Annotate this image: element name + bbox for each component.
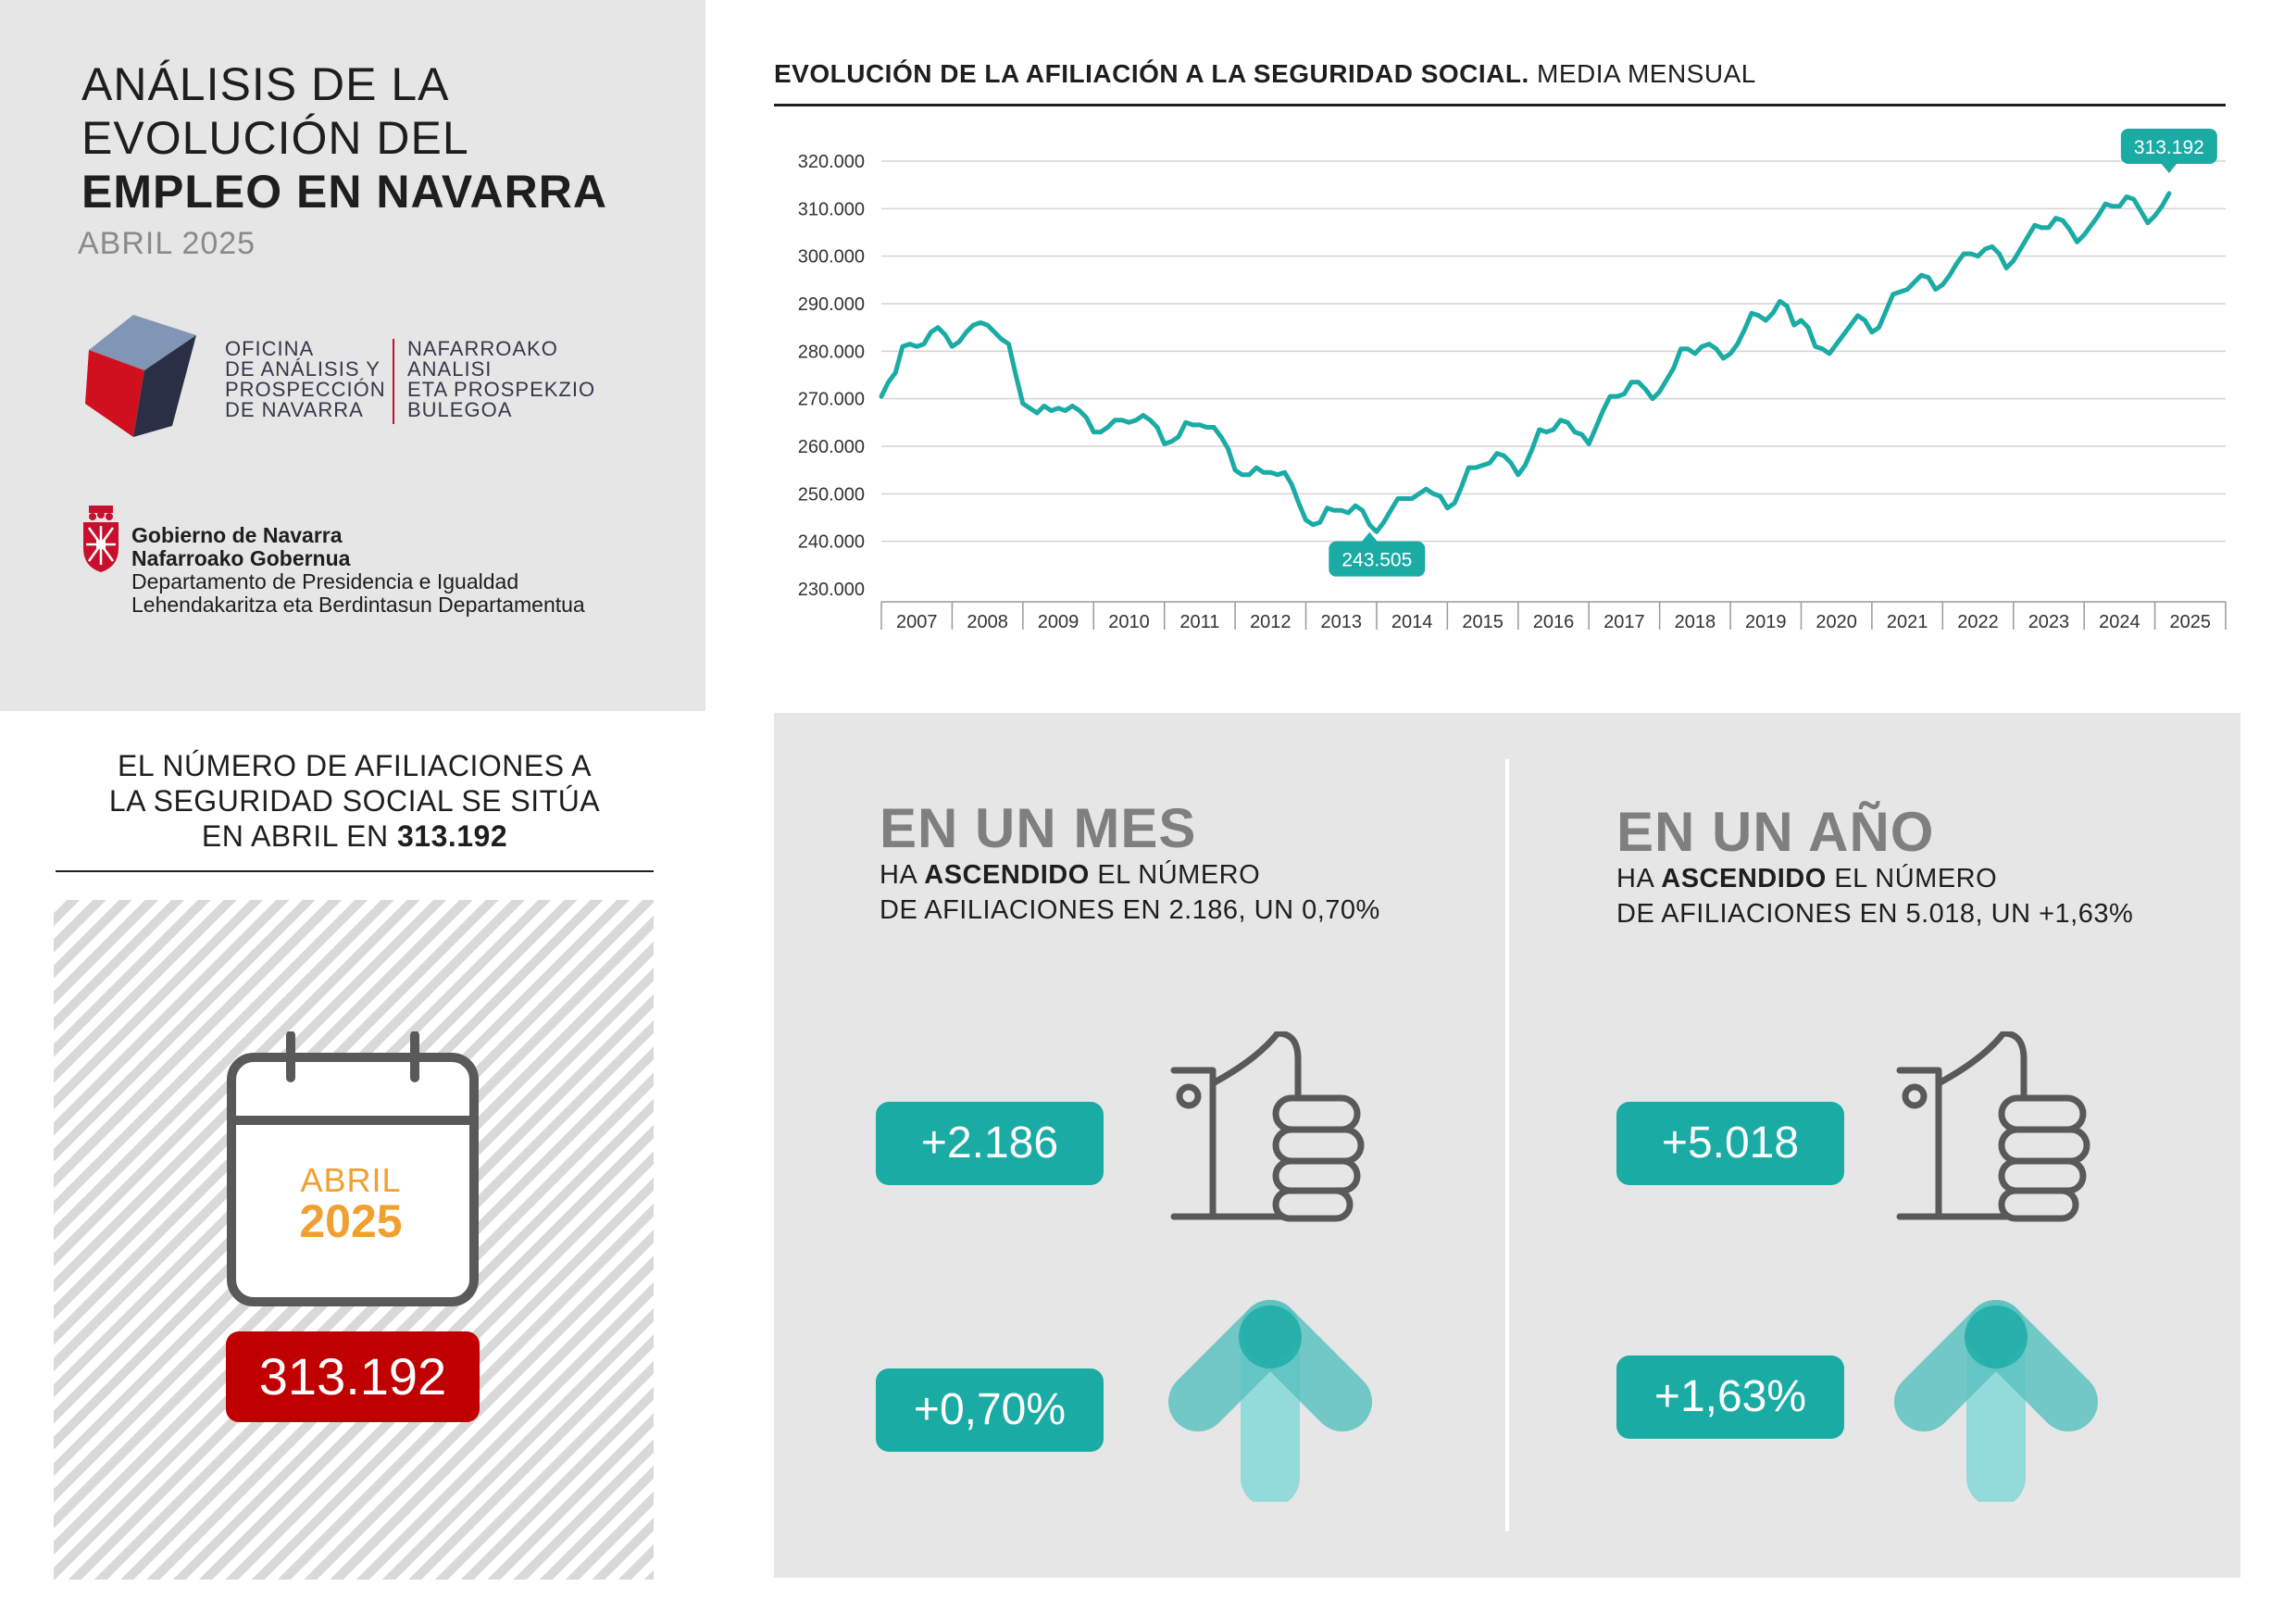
lead-line-3-prefix: EN ABRIL EN	[201, 819, 397, 853]
y-tick-label: 260.000	[797, 437, 865, 457]
gov-dept-eu: Lehendakaritza eta Berdintasun Departamentua	[131, 593, 585, 617]
x-tick-label: 2016	[1532, 612, 1575, 632]
y-tick-label: 230.000	[797, 580, 865, 600]
annotation-pointer	[2161, 163, 2177, 173]
y-tick-label: 240.000	[797, 531, 865, 553]
government-block	[131, 524, 585, 617]
x-tick-label: 2018	[1674, 612, 1716, 632]
lead-line-3	[56, 818, 654, 854]
x-tick-label: 2007	[895, 612, 938, 632]
x-tick-label: 2010	[1108, 612, 1150, 632]
lead-rule	[56, 870, 654, 872]
x-tick-label: 2012	[1250, 612, 1292, 632]
year-desc-bold: ASCENDIDO	[1661, 864, 1827, 893]
month-heading: EN UN MES	[880, 797, 1197, 859]
office-eu-line: ETA PROSPEKZIO	[407, 378, 596, 401]
chart-title-rule	[774, 104, 2226, 106]
x-tick-label: 2011	[1179, 612, 1220, 632]
x-tick-label: 2008	[967, 612, 1008, 632]
office-cube-logo	[80, 315, 200, 444]
x-tick-label: 2025	[2169, 612, 2212, 632]
gov-name-es: Gobierno de Navarra	[131, 523, 343, 547]
y-tick-label: 300.000	[797, 246, 865, 268]
lead-statement	[56, 748, 654, 854]
thumbs-up-icon	[1168, 1031, 1372, 1226]
calendar-year: 2025	[299, 1195, 403, 1247]
office-divider	[393, 339, 394, 424]
month-description	[880, 857, 1380, 928]
series-line	[881, 194, 2169, 532]
year-percent-badge: +1,63%	[1616, 1355, 1844, 1439]
page-title	[81, 57, 607, 219]
y-tick-label: 270.000	[797, 389, 865, 410]
x-tick-label: 2017	[1603, 612, 1645, 632]
month-percent-badge: +0,70%	[876, 1368, 1104, 1452]
chart-title-bold: EVOLUCIÓN DE LA AFILIACIÓN A LA SEGURIDAD SOCIAL.	[774, 59, 1529, 88]
lead-line-2: LA SEGURIDAD SOCIAL SE SITÚA	[108, 784, 601, 818]
office-eu-line: BULEGOA	[407, 398, 513, 421]
lead-value: 313.192	[396, 819, 508, 853]
calendar-month: ABRIL	[300, 1161, 402, 1199]
x-tick-label: 2020	[1816, 612, 1857, 632]
title-line-2: EVOLUCIÓN DEL	[81, 112, 469, 164]
x-tick-label: 2014	[1391, 612, 1433, 632]
y-tick-label: 250.000	[797, 484, 865, 506]
navarra-shield-icon	[81, 506, 120, 572]
month-desc-suffix: EL NÚMERO	[1089, 860, 1261, 890]
x-tick-label: 2009	[1037, 612, 1079, 632]
arrow-up-icon	[1168, 1293, 1372, 1502]
office-es-line: DE NAVARRA	[225, 398, 364, 421]
office-es-line: OFICINA	[225, 337, 315, 360]
x-tick-label: 2021	[1886, 612, 1928, 632]
affiliations-total-badge: 313.192	[226, 1331, 480, 1422]
year-absolute-badge: +5.018	[1616, 1102, 1844, 1185]
office-es-line: PROSPECCIÓN	[225, 378, 386, 401]
office-name-eu	[407, 339, 595, 420]
year-desc-prefix: HA	[1616, 864, 1662, 893]
gov-name-eu: Nafarroako Gobernua	[131, 546, 351, 570]
lead-line-1: EL NÚMERO DE AFILIACIONES A	[118, 749, 592, 782]
y-tick-label: 310.000	[797, 199, 865, 220]
year-desc-suffix: EL NÚMERO	[1826, 864, 1998, 893]
page-subtitle: ABRIL 2025	[78, 226, 256, 261]
gov-dept-es: Departamento de Presidencia e Igualdad	[131, 569, 519, 593]
year-desc-line-2: DE AFILIACIONES EN 5.018, UN +1,63%	[1616, 899, 2134, 929]
month-desc-bold: ASCENDIDO	[924, 860, 1090, 890]
y-tick-label: 280.000	[797, 342, 865, 363]
annotation-label: 313.192	[2133, 136, 2204, 158]
year-heading: EN UN AÑO	[1616, 801, 1935, 863]
chart-title-normal: MEDIA MENSUAL	[1529, 59, 1756, 88]
month-desc-prefix: HA	[880, 860, 925, 890]
arrow-up-icon	[1894, 1293, 2098, 1502]
x-tick-label: 2024	[2099, 612, 2140, 632]
y-tick-label: 320.000	[797, 152, 865, 172]
month-absolute-badge: +2.186	[876, 1102, 1104, 1185]
year-desc-line-1	[1616, 861, 2133, 896]
employment-line-chart	[759, 120, 2240, 639]
office-eu-line: ANALISI	[407, 357, 493, 381]
office-es-line: DE ANÁLISIS Y	[225, 357, 381, 381]
office-eu-line: NAFARROAKO	[407, 337, 558, 360]
thumbs-up-icon	[1894, 1031, 2098, 1226]
x-tick-label: 2015	[1462, 612, 1504, 632]
chart-title	[774, 59, 1756, 89]
annotation-label: 243.505	[1341, 549, 1413, 571]
title-line-1: ANÁLISIS DE LA	[81, 58, 450, 110]
x-tick-label: 2023	[2028, 612, 2070, 632]
year-description	[1616, 861, 2133, 931]
x-tick-label: 2022	[1957, 612, 1999, 632]
month-desc-line-2: DE AFILIACIONES EN 2.186, UN 0,70%	[880, 895, 1380, 925]
y-tick-label: 290.000	[797, 294, 865, 315]
x-tick-label: 2013	[1320, 612, 1362, 632]
stats-divider	[1505, 759, 1509, 1531]
month-desc-line-1	[880, 857, 1380, 893]
title-line-3: EMPLEO EN NAVARRA	[81, 166, 607, 218]
x-tick-label: 2019	[1745, 612, 1787, 632]
office-name-es	[225, 339, 386, 420]
